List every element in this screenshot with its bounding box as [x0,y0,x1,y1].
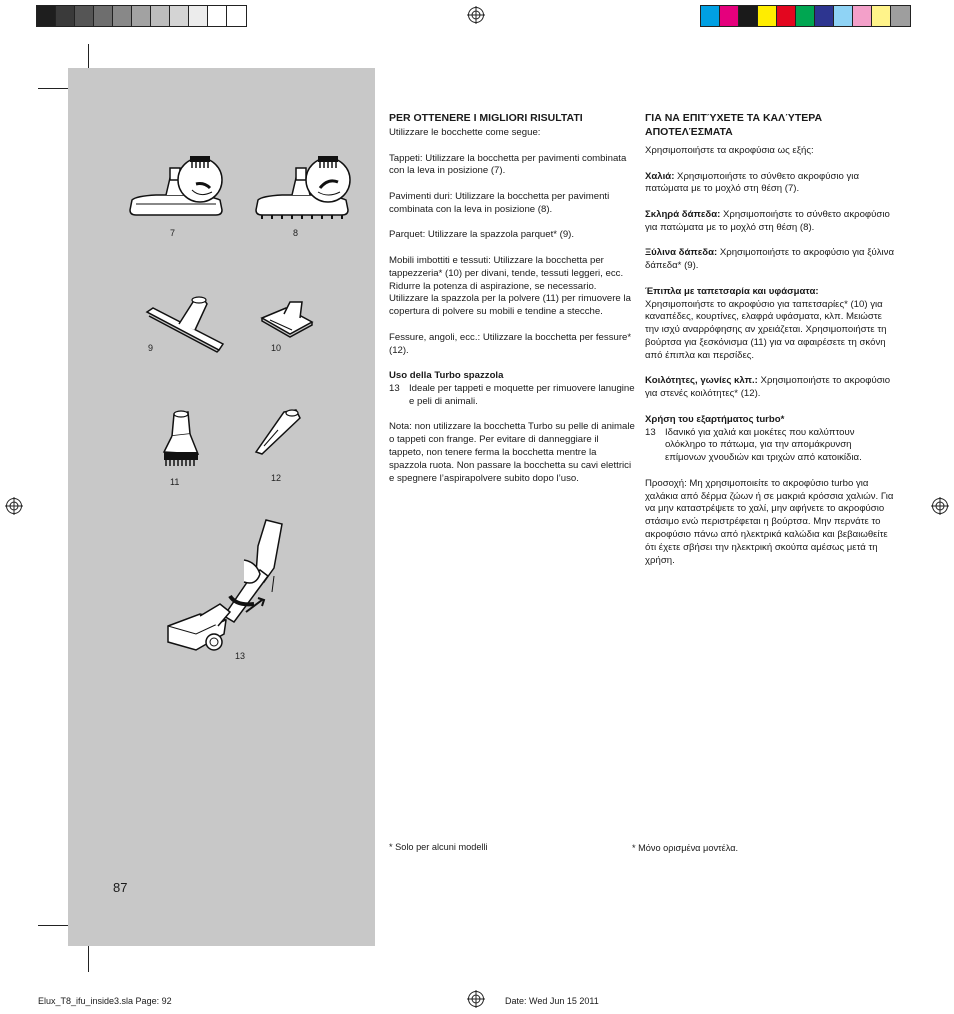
paragraph: Χρησιμοποιήστε το ακροφύσιο για ταπετσαρίες* (10) για καναπέδες, κουρτίνες, ελαφρά υφάσματα, κλπ. Μειώστε την ισχύ αναρρόφησης αν χρειάζεται. Χρησιμοποιήστε τη βούρτσα για ξεσκόνισμα (11) για να αφαιρέσετε τη σκόνη από έπιπλα και περσίδες. [645,298,887,361]
grayscale-swatch [189,6,208,26]
figure-label: 9 [148,343,154,353]
label: Κοιλότητες, γωνίες κλπ.: [645,375,758,387]
subheading: Χρήση του εξαρτήματος turbo* [645,413,785,425]
process-color-swatch [815,6,834,26]
registration-mark-icon [467,990,485,1008]
section-title: ΓΙΑ ΝΑ ΕΠΙΤΎΧΕΤΕ ΤΑ ΚΑΛΎΤΕΡΑ ΑΠΟΤΕΛΈΣΜΑΤΑ [645,112,823,138]
process-color-swatch [720,6,739,26]
slug-file-info: Elux_T8_ifu_inside3.sla Page: 92 [38,996,172,1006]
numbered-item [389,383,635,409]
paragraph: Tappeti: Utilizzare la bocchetta per pavimenti combinata con la leva in posizione (7). [389,152,627,177]
paragraph: Utilizzare le bocchette come segue: [389,127,541,138]
figure-label: 12 [271,473,282,483]
footnote: * Solo per alcuni modelli [389,842,488,852]
numbered-item [645,427,895,465]
floor-nozzle-hard-floor-figure [252,148,352,224]
figure-label: 11 [170,477,180,487]
item-number: 13 [645,426,656,438]
paragraph [645,209,895,235]
slug-date: Date: Wed Jun 15 2011 [505,996,599,1006]
footnote: * Μόνο ορισμένα μοντέλα. [632,843,739,853]
text: Χρησιμοποιήστε το ακροφύσιο για στενές κοιλότητες* (12). [645,375,891,400]
parquet-brush-figure [143,292,227,358]
paragraph: Fessure, angoli, ecc.: Utilizzare la bocchetta per fessure* (12). [389,331,632,356]
figure-label: 8 [293,228,299,238]
section-title: PER OTTENERE I MIGLIORI RISULTATI [389,112,583,124]
crevice-nozzle-figure [250,408,304,456]
grayscale-swatch [75,6,94,26]
paragraph: Χρησιμοποιήστε τα ακροφύσια ως εξής: [645,145,814,156]
turbo-brush-figure [160,516,300,656]
process-color-swatch [796,6,815,26]
floor-nozzle-carpet-figure [126,148,226,224]
subheading: Έπιπλα με ταπετσαρία και υφάσματα: [645,285,819,297]
grayscale-swatch [132,6,151,26]
process-color-swatch [891,6,910,26]
grayscale-swatch [227,6,246,26]
process-color-swatch [872,6,891,26]
text: Χρησιμοποιήστε το σύνθετο ακροφύσιο για πατώματα με το μοχλό στη θέση (7). [645,170,859,195]
registration-mark-icon [467,6,485,24]
label: Σκληρά δάπεδα: [645,208,721,220]
paragraph [645,375,895,401]
label: Ξύλινα δάπεδα: [645,247,718,259]
process-color-swatch [701,6,720,26]
upholstery-nozzle-figure [260,298,316,338]
grayscale-swatch [208,6,227,26]
paragraph [645,171,895,197]
paragraph: Προσοχή: Μη χρησιμοποιείτε το ακροφύσιο turbo για χαλάκια από δέρμα ζώων ή σε μακριά κρόσσια χαλιών. Για να μην καταστρέψετε το χαλί, μην αφήνετε το ακροφύσιο στάσιμο ενώ περιστρέφεται η βούρτσα. Μην περνάτε το ακροφύσιο πάνω από ηλεκτρικά καλώδια και βεβαιωθείτε ότι έχετε σβήσει την ηλεκτρική σκούπα αμέσως μετά τη χρήση. [645,477,894,566]
item-number: 13 [389,382,400,394]
registration-mark-icon [931,497,949,515]
process-color-swatch [777,6,796,26]
paragraph: Nota: non utilizzare la bocchetta Turbo su pelle di animale o tappeti con frange. Per evitare di danneggiare il tappeto, non tenere ferma la bocchetta mentre la spazzola ruota. Non passare la bocchetta su cavi elettrici e spegnere l’aspirapolvere subito dopo l’uso. [389,421,635,484]
grayscale-swatch [37,6,56,26]
process-color-bar [700,5,911,27]
subheading: Uso della Turbo spazzola [389,370,504,382]
figure-label: 7 [170,228,176,238]
process-color-swatch [758,6,777,26]
paragraph: Mobili imbottiti e tessuti: Utilizzare la bocchetta per tappezzeria* (10) per divani, tende, tessuti leggeri, ecc. Ridurre la potenza di aspirazione, se necessario. Utilizzare la spazzola per la polvere (11) per rimuovere la copertura di polvere su mobili e tendine a stecche. [389,254,631,318]
process-color-swatch [853,6,872,26]
item-text: Ideale per tappeti e moquette per rimuovere lanugine e peli di animali. [409,382,635,407]
grayscale-swatch [56,6,75,26]
grayscale-swatch [94,6,113,26]
label: Χαλιά: [645,170,675,182]
page-number: 87 [113,880,128,895]
paragraph [645,247,895,273]
paragraph: Parquet: Utilizzare la spazzola parquet* (9). [389,229,575,241]
grayscale-color-bar [36,5,247,27]
text: Χρησιμοποιήστε το σύνθετο ακροφύσιο για πατώματα με το μοχλό στη θέση (8). [645,208,890,233]
grayscale-swatch [151,6,170,26]
process-color-swatch [834,6,853,26]
item-text: Ιδανικό για χαλιά και μοκέτες που καλύπτουν ολόκληρο το πάτωμα, για την απομάκρυνση επίμονων χνουδιών και τριχών από κατοικίδια. [665,426,862,464]
process-color-swatch [739,6,758,26]
figure-label: 10 [271,343,282,353]
greek-text-column [645,111,895,580]
dusting-brush-figure [160,410,204,470]
registration-mark-icon [5,497,23,515]
grayscale-swatch [170,6,189,26]
grayscale-swatch [113,6,132,26]
italian-text-column [389,111,635,498]
figure-label: 13 [235,651,246,661]
text: Χρησιμοποιήστε το ακροφύσιο για ξύλινα δάπεδα* (9). [645,247,895,272]
paragraph: Pavimenti duri: Utilizzare la bocchetta per pavimenti combinata con la leva in posizione (8). [389,190,610,215]
